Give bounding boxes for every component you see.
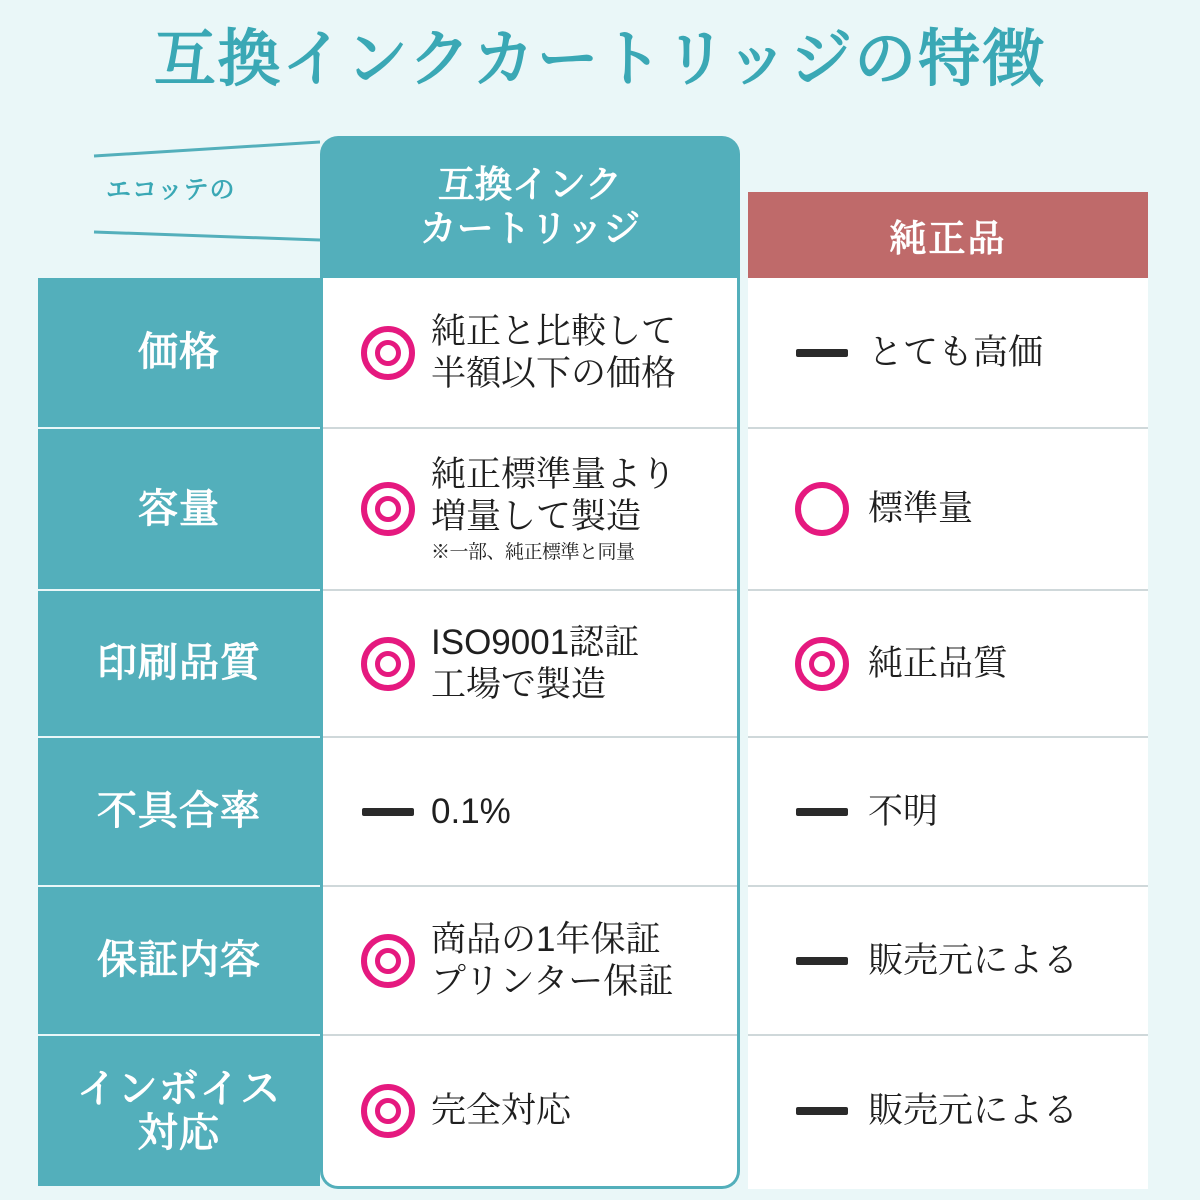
table-body bbox=[38, 278, 1162, 1189]
genuine-cell-defect-rate bbox=[748, 738, 1148, 887]
eco-cell-capacity-text bbox=[431, 454, 676, 565]
double-circle-icon bbox=[345, 326, 431, 380]
comparison-table bbox=[38, 136, 1162, 1166]
eco-capacity-line2: 増量して製造 bbox=[431, 496, 642, 536]
label-column bbox=[38, 278, 320, 1189]
table-corner-cell bbox=[38, 136, 320, 278]
dash-icon bbox=[776, 808, 868, 816]
column-header-genuine: 純正品 bbox=[748, 192, 1148, 278]
row-label-defect-rate: 不具合率 bbox=[38, 738, 320, 887]
genuine-cell-invoice bbox=[748, 1036, 1148, 1186]
genuine-cell-capacity bbox=[748, 429, 1148, 591]
eco-cell-invoice bbox=[323, 1036, 737, 1186]
eco-cell-price bbox=[323, 278, 737, 429]
genuine-cell-invoice-text: 販売元による bbox=[868, 1091, 1079, 1130]
row-label-warranty: 保証内容 bbox=[38, 887, 320, 1036]
double-circle-icon bbox=[345, 934, 431, 988]
eco-column bbox=[320, 278, 740, 1189]
eco-cell-warranty bbox=[323, 887, 737, 1036]
genuine-cell-warranty bbox=[748, 887, 1148, 1036]
column-header-eco bbox=[320, 136, 740, 278]
row-label-invoice bbox=[38, 1036, 320, 1186]
row-label-invoice-line1: インボイス bbox=[76, 1067, 282, 1111]
double-circle-icon bbox=[345, 1084, 431, 1138]
genuine-cell-capacity-text: 標準量 bbox=[868, 489, 974, 528]
eco-price-line2: 半額以下の価格 bbox=[431, 353, 677, 393]
eco-quality-line1: ISO9001認証 bbox=[431, 622, 640, 662]
genuine-cell-warranty-text: 販売元による bbox=[868, 940, 1079, 980]
eco-cell-print-quality-text bbox=[431, 622, 639, 706]
dash-icon bbox=[345, 808, 431, 816]
column-header-eco-line2: カートリッジ bbox=[419, 208, 641, 249]
table-header-row bbox=[38, 136, 1162, 278]
eco-cell-capacity bbox=[323, 429, 737, 591]
double-circle-icon bbox=[345, 482, 431, 536]
eco-warranty-line1: 商品の1年保証 bbox=[431, 919, 661, 959]
double-circle-icon bbox=[776, 637, 868, 691]
row-label-invoice-line2: 対応 bbox=[137, 1111, 220, 1155]
corner-label: エコッテの bbox=[106, 176, 236, 204]
eco-cell-invoice-text: 完全対応 bbox=[431, 1091, 572, 1130]
row-label-capacity: 容量 bbox=[38, 429, 320, 591]
dash-icon bbox=[776, 1107, 868, 1115]
genuine-cell-price-text: とても高価 bbox=[868, 332, 1044, 372]
row-label-print-quality: 印刷品質 bbox=[38, 591, 320, 738]
page-title: 互換インクカートリッジの特徴 bbox=[153, 25, 1047, 94]
eco-cell-defect-rate bbox=[323, 738, 737, 887]
eco-capacity-note: ※一部、純正標準と同量 bbox=[431, 541, 635, 563]
row-label-price: 価格 bbox=[38, 278, 320, 429]
eco-cell-print-quality bbox=[323, 591, 737, 738]
eco-capacity-line1: 純正標準量より bbox=[431, 454, 677, 494]
header-gap bbox=[740, 136, 748, 278]
column-header-eco-line1: 互換インク bbox=[437, 164, 623, 206]
genuine-cell-defect-rate-text: 不明 bbox=[868, 791, 939, 831]
corner-arrow-icon bbox=[38, 136, 320, 278]
eco-price-line1: 純正と比較して bbox=[431, 311, 677, 351]
eco-warranty-line2: プリンター保証 bbox=[431, 961, 674, 1001]
dash-icon bbox=[776, 957, 868, 965]
eco-cell-warranty-text bbox=[431, 919, 673, 1003]
genuine-cell-print-quality-text: 純正品質 bbox=[868, 643, 1009, 683]
single-circle-icon bbox=[776, 482, 868, 536]
eco-quality-line2: 工場で製造 bbox=[431, 664, 607, 704]
eco-cell-price-text bbox=[431, 311, 676, 395]
eco-cell-defect-rate-text: 0.1% bbox=[431, 791, 511, 831]
dash-icon bbox=[776, 349, 868, 357]
genuine-column bbox=[748, 278, 1148, 1189]
double-circle-icon bbox=[345, 637, 431, 691]
genuine-cell-price bbox=[748, 278, 1148, 429]
column-header-genuine-wrap bbox=[748, 136, 1148, 278]
genuine-cell-print-quality bbox=[748, 591, 1148, 738]
